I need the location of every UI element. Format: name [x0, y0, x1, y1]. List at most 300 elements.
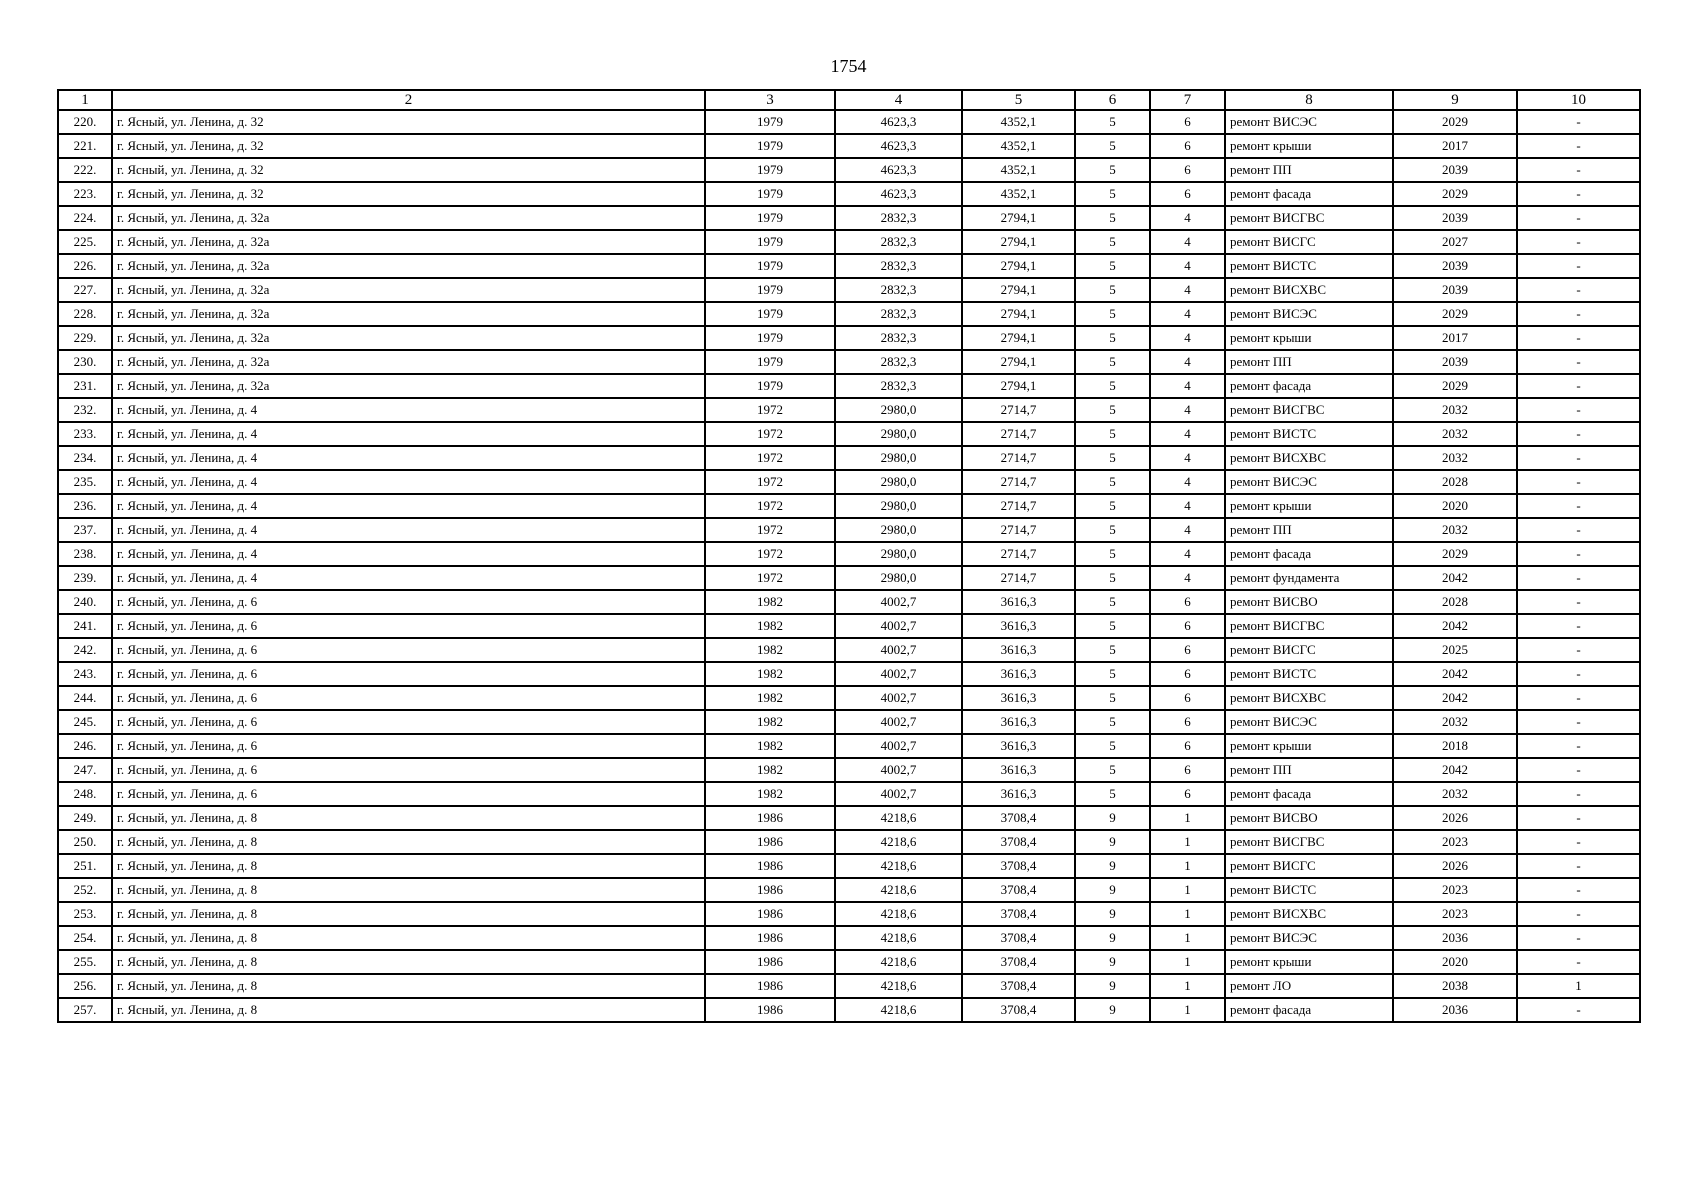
- cell-total-area: 2832,3: [835, 374, 962, 398]
- cell-build-year: 1986: [705, 878, 835, 902]
- table-row: [58, 278, 1640, 302]
- cell-address: г. Ясный, ул. Ленина, д. 4: [112, 470, 705, 494]
- cell-build-year: 1979: [705, 254, 835, 278]
- cell-work-type: ремонт фасада: [1225, 542, 1393, 566]
- cell-row-number: 227.: [58, 278, 112, 302]
- cell-living-area: 2794,1: [962, 374, 1075, 398]
- cell-note: -: [1517, 374, 1640, 398]
- cell-living-area: 3616,3: [962, 686, 1075, 710]
- cell-planned-year: 2042: [1393, 662, 1517, 686]
- cell-living-area: 3708,4: [962, 806, 1075, 830]
- cell-build-year: 1972: [705, 422, 835, 446]
- cell-living-area: 3616,3: [962, 710, 1075, 734]
- cell-floors: 5: [1075, 542, 1150, 566]
- cell-row-number: 244.: [58, 686, 112, 710]
- cell-floors: 5: [1075, 230, 1150, 254]
- cell-total-area: 2832,3: [835, 326, 962, 350]
- cell-row-number: 249.: [58, 806, 112, 830]
- repair-schedule-table: [57, 89, 1641, 1023]
- cell-living-area: 2714,7: [962, 542, 1075, 566]
- table-row: [58, 758, 1640, 782]
- cell-note: -: [1517, 302, 1640, 326]
- cell-work-type: ремонт крыши: [1225, 734, 1393, 758]
- cell-total-area: 4218,6: [835, 974, 962, 998]
- table-row: [58, 974, 1640, 998]
- cell-planned-year: 2032: [1393, 518, 1517, 542]
- cell-build-year: 1986: [705, 806, 835, 830]
- cell-note: -: [1517, 158, 1640, 182]
- cell-living-area: 3708,4: [962, 830, 1075, 854]
- cell-living-area: 3708,4: [962, 998, 1075, 1022]
- cell-work-type: ремонт ВИСВО: [1225, 590, 1393, 614]
- cell-entrances: 1: [1150, 854, 1225, 878]
- column-header: 4: [835, 90, 962, 110]
- cell-entrances: 4: [1150, 206, 1225, 230]
- cell-note: -: [1517, 758, 1640, 782]
- cell-address: г. Ясный, ул. Ленина, д. 8: [112, 950, 705, 974]
- cell-work-type: ремонт ВИСГВС: [1225, 614, 1393, 638]
- cell-total-area: 4218,6: [835, 878, 962, 902]
- cell-total-area: 2832,3: [835, 230, 962, 254]
- cell-address: г. Ясный, ул. Ленина, д. 8: [112, 878, 705, 902]
- cell-row-number: 232.: [58, 398, 112, 422]
- cell-entrances: 6: [1150, 734, 1225, 758]
- table-row: [58, 542, 1640, 566]
- cell-living-area: 3708,4: [962, 950, 1075, 974]
- cell-floors: 5: [1075, 734, 1150, 758]
- cell-entrances: 4: [1150, 566, 1225, 590]
- cell-row-number: 241.: [58, 614, 112, 638]
- cell-work-type: ремонт ВИСТС: [1225, 254, 1393, 278]
- table-row: [58, 446, 1640, 470]
- table-row: [58, 926, 1640, 950]
- cell-note: -: [1517, 254, 1640, 278]
- table-row: [58, 206, 1640, 230]
- cell-total-area: 4002,7: [835, 590, 962, 614]
- cell-address: г. Ясный, ул. Ленина, д. 32: [112, 110, 705, 134]
- cell-entrances: 6: [1150, 782, 1225, 806]
- cell-floors: 9: [1075, 878, 1150, 902]
- cell-entrances: 4: [1150, 302, 1225, 326]
- cell-build-year: 1986: [705, 854, 835, 878]
- table-row: [58, 230, 1640, 254]
- cell-total-area: 4623,3: [835, 158, 962, 182]
- cell-work-type: ремонт ЛО: [1225, 974, 1393, 998]
- cell-floors: 5: [1075, 470, 1150, 494]
- cell-living-area: 3708,4: [962, 878, 1075, 902]
- table-row: [58, 590, 1640, 614]
- cell-entrances: 4: [1150, 518, 1225, 542]
- cell-note: -: [1517, 782, 1640, 806]
- cell-floors: 5: [1075, 758, 1150, 782]
- cell-living-area: 3708,4: [962, 902, 1075, 926]
- cell-work-type: ремонт ВИСГС: [1225, 638, 1393, 662]
- cell-work-type: ремонт ВИСТС: [1225, 662, 1393, 686]
- cell-entrances: 6: [1150, 134, 1225, 158]
- cell-total-area: 2980,0: [835, 566, 962, 590]
- column-header: 6: [1075, 90, 1150, 110]
- cell-address: г. Ясный, ул. Ленина, д. 32а: [112, 350, 705, 374]
- cell-note: -: [1517, 446, 1640, 470]
- table-row: [58, 470, 1640, 494]
- cell-build-year: 1979: [705, 110, 835, 134]
- cell-address: г. Ясный, ул. Ленина, д. 6: [112, 590, 705, 614]
- table-row: [58, 518, 1640, 542]
- cell-note: -: [1517, 710, 1640, 734]
- cell-build-year: 1972: [705, 542, 835, 566]
- table-row: [58, 254, 1640, 278]
- cell-work-type: ремонт крыши: [1225, 494, 1393, 518]
- cell-row-number: 221.: [58, 134, 112, 158]
- cell-planned-year: 2042: [1393, 686, 1517, 710]
- cell-floors: 5: [1075, 662, 1150, 686]
- table-row: [58, 878, 1640, 902]
- cell-build-year: 1972: [705, 566, 835, 590]
- cell-total-area: 4218,6: [835, 854, 962, 878]
- cell-row-number: 250.: [58, 830, 112, 854]
- cell-row-number: 235.: [58, 470, 112, 494]
- cell-floors: 5: [1075, 494, 1150, 518]
- cell-row-number: 240.: [58, 590, 112, 614]
- table-row: [58, 638, 1640, 662]
- cell-living-area: 4352,1: [962, 134, 1075, 158]
- cell-note: -: [1517, 854, 1640, 878]
- cell-note: -: [1517, 878, 1640, 902]
- cell-build-year: 1979: [705, 278, 835, 302]
- cell-living-area: 3616,3: [962, 734, 1075, 758]
- cell-planned-year: 2032: [1393, 782, 1517, 806]
- cell-living-area: 3708,4: [962, 926, 1075, 950]
- cell-living-area: 2794,1: [962, 302, 1075, 326]
- cell-work-type: ремонт ВИСХВС: [1225, 902, 1393, 926]
- cell-total-area: 2832,3: [835, 254, 962, 278]
- cell-floors: 5: [1075, 614, 1150, 638]
- cell-note: -: [1517, 278, 1640, 302]
- cell-floors: 5: [1075, 110, 1150, 134]
- cell-row-number: 255.: [58, 950, 112, 974]
- cell-address: г. Ясный, ул. Ленина, д. 6: [112, 686, 705, 710]
- cell-build-year: 1972: [705, 446, 835, 470]
- cell-build-year: 1982: [705, 710, 835, 734]
- cell-build-year: 1979: [705, 158, 835, 182]
- cell-build-year: 1986: [705, 926, 835, 950]
- cell-build-year: 1986: [705, 902, 835, 926]
- cell-work-type: ремонт фасада: [1225, 182, 1393, 206]
- table-row: [58, 782, 1640, 806]
- cell-total-area: 4218,6: [835, 830, 962, 854]
- cell-entrances: 4: [1150, 374, 1225, 398]
- cell-planned-year: 2028: [1393, 590, 1517, 614]
- cell-note: -: [1517, 638, 1640, 662]
- cell-floors: 5: [1075, 254, 1150, 278]
- cell-total-area: 2980,0: [835, 542, 962, 566]
- column-header: 5: [962, 90, 1075, 110]
- cell-floors: 5: [1075, 134, 1150, 158]
- table-row: [58, 398, 1640, 422]
- header-row: [58, 90, 1640, 110]
- cell-build-year: 1979: [705, 134, 835, 158]
- cell-planned-year: 2036: [1393, 926, 1517, 950]
- cell-planned-year: 2042: [1393, 758, 1517, 782]
- cell-address: г. Ясный, ул. Ленина, д. 32а: [112, 278, 705, 302]
- cell-total-area: 4218,6: [835, 806, 962, 830]
- cell-entrances: 4: [1150, 422, 1225, 446]
- cell-work-type: ремонт фасада: [1225, 998, 1393, 1022]
- cell-row-number: 225.: [58, 230, 112, 254]
- cell-note: -: [1517, 686, 1640, 710]
- page-number: 1754: [830, 56, 867, 76]
- cell-build-year: 1982: [705, 734, 835, 758]
- cell-address: г. Ясный, ул. Ленина, д. 32а: [112, 302, 705, 326]
- cell-living-area: 2794,1: [962, 350, 1075, 374]
- cell-row-number: 247.: [58, 758, 112, 782]
- cell-floors: 5: [1075, 590, 1150, 614]
- cell-row-number: 252.: [58, 878, 112, 902]
- cell-living-area: 4352,1: [962, 158, 1075, 182]
- cell-address: г. Ясный, ул. Ленина, д. 6: [112, 734, 705, 758]
- cell-note: -: [1517, 950, 1640, 974]
- cell-work-type: ремонт ВИСТС: [1225, 422, 1393, 446]
- cell-build-year: 1986: [705, 998, 835, 1022]
- cell-row-number: 245.: [58, 710, 112, 734]
- cell-address: г. Ясный, ул. Ленина, д. 8: [112, 806, 705, 830]
- cell-row-number: 248.: [58, 782, 112, 806]
- cell-total-area: 4218,6: [835, 902, 962, 926]
- table-row: [58, 830, 1640, 854]
- cell-entrances: 4: [1150, 398, 1225, 422]
- cell-entrances: 6: [1150, 158, 1225, 182]
- cell-note: -: [1517, 566, 1640, 590]
- cell-planned-year: 2026: [1393, 854, 1517, 878]
- cell-floors: 5: [1075, 686, 1150, 710]
- cell-planned-year: 2032: [1393, 398, 1517, 422]
- cell-total-area: 4002,7: [835, 758, 962, 782]
- table-row: [58, 614, 1640, 638]
- cell-work-type: ремонт ВИСЭС: [1225, 926, 1393, 950]
- cell-note: -: [1517, 614, 1640, 638]
- column-header: 8: [1225, 90, 1393, 110]
- cell-living-area: 2714,7: [962, 494, 1075, 518]
- cell-floors: 5: [1075, 206, 1150, 230]
- cell-living-area: 3616,3: [962, 614, 1075, 638]
- cell-planned-year: 2036: [1393, 998, 1517, 1022]
- cell-entrances: 4: [1150, 542, 1225, 566]
- cell-note: -: [1517, 830, 1640, 854]
- cell-work-type: ремонт ПП: [1225, 350, 1393, 374]
- cell-entrances: 6: [1150, 614, 1225, 638]
- cell-note: -: [1517, 230, 1640, 254]
- cell-living-area: 3616,3: [962, 590, 1075, 614]
- cell-planned-year: 2042: [1393, 614, 1517, 638]
- cell-entrances: 6: [1150, 710, 1225, 734]
- cell-entrances: 1: [1150, 974, 1225, 998]
- cell-floors: 9: [1075, 974, 1150, 998]
- cell-living-area: 2714,7: [962, 566, 1075, 590]
- cell-living-area: 2714,7: [962, 470, 1075, 494]
- cell-work-type: ремонт крыши: [1225, 326, 1393, 350]
- cell-row-number: 256.: [58, 974, 112, 998]
- cell-row-number: 233.: [58, 422, 112, 446]
- cell-floors: 9: [1075, 854, 1150, 878]
- cell-entrances: 1: [1150, 926, 1225, 950]
- cell-living-area: 2794,1: [962, 278, 1075, 302]
- cell-entrances: 1: [1150, 878, 1225, 902]
- cell-floors: 5: [1075, 638, 1150, 662]
- cell-row-number: 236.: [58, 494, 112, 518]
- cell-floors: 5: [1075, 518, 1150, 542]
- cell-note: -: [1517, 806, 1640, 830]
- cell-row-number: 231.: [58, 374, 112, 398]
- cell-floors: 9: [1075, 830, 1150, 854]
- cell-row-number: 254.: [58, 926, 112, 950]
- cell-entrances: 1: [1150, 902, 1225, 926]
- cell-work-type: ремонт ПП: [1225, 758, 1393, 782]
- cell-entrances: 4: [1150, 350, 1225, 374]
- cell-total-area: 2832,3: [835, 302, 962, 326]
- cell-floors: 5: [1075, 374, 1150, 398]
- cell-build-year: 1982: [705, 614, 835, 638]
- cell-entrances: 4: [1150, 230, 1225, 254]
- cell-build-year: 1982: [705, 638, 835, 662]
- cell-note: -: [1517, 734, 1640, 758]
- cell-work-type: ремонт ВИСГС: [1225, 854, 1393, 878]
- cell-total-area: 4002,7: [835, 686, 962, 710]
- cell-planned-year: 2039: [1393, 254, 1517, 278]
- cell-work-type: ремонт ВИСГВС: [1225, 830, 1393, 854]
- cell-entrances: 1: [1150, 830, 1225, 854]
- cell-address: г. Ясный, ул. Ленина, д. 8: [112, 830, 705, 854]
- cell-planned-year: 2039: [1393, 278, 1517, 302]
- cell-row-number: 239.: [58, 566, 112, 590]
- cell-planned-year: 2029: [1393, 182, 1517, 206]
- cell-planned-year: 2020: [1393, 494, 1517, 518]
- cell-row-number: 224.: [58, 206, 112, 230]
- cell-address: г. Ясный, ул. Ленина, д. 8: [112, 926, 705, 950]
- cell-work-type: ремонт ВИСХВС: [1225, 278, 1393, 302]
- cell-planned-year: 2029: [1393, 302, 1517, 326]
- cell-row-number: 242.: [58, 638, 112, 662]
- cell-total-area: 2980,0: [835, 518, 962, 542]
- table-row: [58, 854, 1640, 878]
- table-row: [58, 422, 1640, 446]
- cell-address: г. Ясный, ул. Ленина, д. 6: [112, 614, 705, 638]
- cell-build-year: 1982: [705, 758, 835, 782]
- cell-floors: 5: [1075, 446, 1150, 470]
- table-row: [58, 182, 1640, 206]
- cell-build-year: 1979: [705, 302, 835, 326]
- table-row: [58, 566, 1640, 590]
- cell-entrances: 4: [1150, 326, 1225, 350]
- cell-work-type: ремонт фасада: [1225, 374, 1393, 398]
- cell-note: -: [1517, 998, 1640, 1022]
- cell-planned-year: 2029: [1393, 374, 1517, 398]
- cell-entrances: 6: [1150, 638, 1225, 662]
- cell-total-area: 4002,7: [835, 710, 962, 734]
- cell-total-area: 4002,7: [835, 782, 962, 806]
- cell-note: -: [1517, 470, 1640, 494]
- cell-living-area: 2794,1: [962, 230, 1075, 254]
- cell-living-area: 3616,3: [962, 638, 1075, 662]
- cell-address: г. Ясный, ул. Ленина, д. 4: [112, 398, 705, 422]
- cell-address: г. Ясный, ул. Ленина, д. 6: [112, 782, 705, 806]
- cell-note: -: [1517, 542, 1640, 566]
- cell-note: -: [1517, 110, 1640, 134]
- table-body: [58, 110, 1640, 1022]
- cell-total-area: 2832,3: [835, 350, 962, 374]
- cell-build-year: 1986: [705, 950, 835, 974]
- column-header: 3: [705, 90, 835, 110]
- cell-entrances: 6: [1150, 182, 1225, 206]
- cell-note: -: [1517, 182, 1640, 206]
- cell-planned-year: 2017: [1393, 134, 1517, 158]
- cell-planned-year: 2026: [1393, 806, 1517, 830]
- table-row: [58, 302, 1640, 326]
- cell-work-type: ремонт крыши: [1225, 134, 1393, 158]
- cell-build-year: 1986: [705, 830, 835, 854]
- cell-work-type: ремонт фундамента: [1225, 566, 1393, 590]
- cell-address: г. Ясный, ул. Ленина, д. 8: [112, 902, 705, 926]
- cell-address: г. Ясный, ул. Ленина, д. 8: [112, 854, 705, 878]
- table-row: [58, 662, 1640, 686]
- cell-entrances: 6: [1150, 590, 1225, 614]
- cell-build-year: 1972: [705, 398, 835, 422]
- cell-note: -: [1517, 134, 1640, 158]
- table-row: [58, 134, 1640, 158]
- cell-entrances: 4: [1150, 278, 1225, 302]
- cell-build-year: 1979: [705, 326, 835, 350]
- cell-entrances: 4: [1150, 254, 1225, 278]
- cell-planned-year: 2020: [1393, 950, 1517, 974]
- cell-total-area: 2980,0: [835, 422, 962, 446]
- cell-living-area: 2794,1: [962, 206, 1075, 230]
- cell-work-type: ремонт ВИСЭС: [1225, 470, 1393, 494]
- cell-floors: 5: [1075, 710, 1150, 734]
- table-row: [58, 350, 1640, 374]
- cell-living-area: 3616,3: [962, 662, 1075, 686]
- cell-planned-year: 2027: [1393, 230, 1517, 254]
- cell-total-area: 4002,7: [835, 662, 962, 686]
- table-row: [58, 902, 1640, 926]
- cell-entrances: 6: [1150, 662, 1225, 686]
- cell-row-number: 253.: [58, 902, 112, 926]
- cell-build-year: 1982: [705, 686, 835, 710]
- cell-total-area: 4623,3: [835, 110, 962, 134]
- cell-floors: 9: [1075, 806, 1150, 830]
- cell-planned-year: 2032: [1393, 446, 1517, 470]
- cell-work-type: ремонт ВИСГС: [1225, 230, 1393, 254]
- cell-note: -: [1517, 662, 1640, 686]
- cell-living-area: 3708,4: [962, 854, 1075, 878]
- cell-address: г. Ясный, ул. Ленина, д. 4: [112, 518, 705, 542]
- cell-floors: 5: [1075, 782, 1150, 806]
- cell-floors: 5: [1075, 566, 1150, 590]
- cell-build-year: 1972: [705, 494, 835, 518]
- cell-work-type: ремонт ВИСГВС: [1225, 206, 1393, 230]
- table-row: [58, 806, 1640, 830]
- cell-address: г. Ясный, ул. Ленина, д. 4: [112, 446, 705, 470]
- cell-note: -: [1517, 326, 1640, 350]
- cell-row-number: 237.: [58, 518, 112, 542]
- cell-planned-year: 2023: [1393, 878, 1517, 902]
- table-row: [58, 326, 1640, 350]
- cell-living-area: 2714,7: [962, 518, 1075, 542]
- cell-total-area: 2980,0: [835, 470, 962, 494]
- table-row: [58, 158, 1640, 182]
- cell-work-type: ремонт крыши: [1225, 950, 1393, 974]
- cell-address: г. Ясный, ул. Ленина, д. 6: [112, 710, 705, 734]
- cell-planned-year: 2038: [1393, 974, 1517, 998]
- cell-row-number: 238.: [58, 542, 112, 566]
